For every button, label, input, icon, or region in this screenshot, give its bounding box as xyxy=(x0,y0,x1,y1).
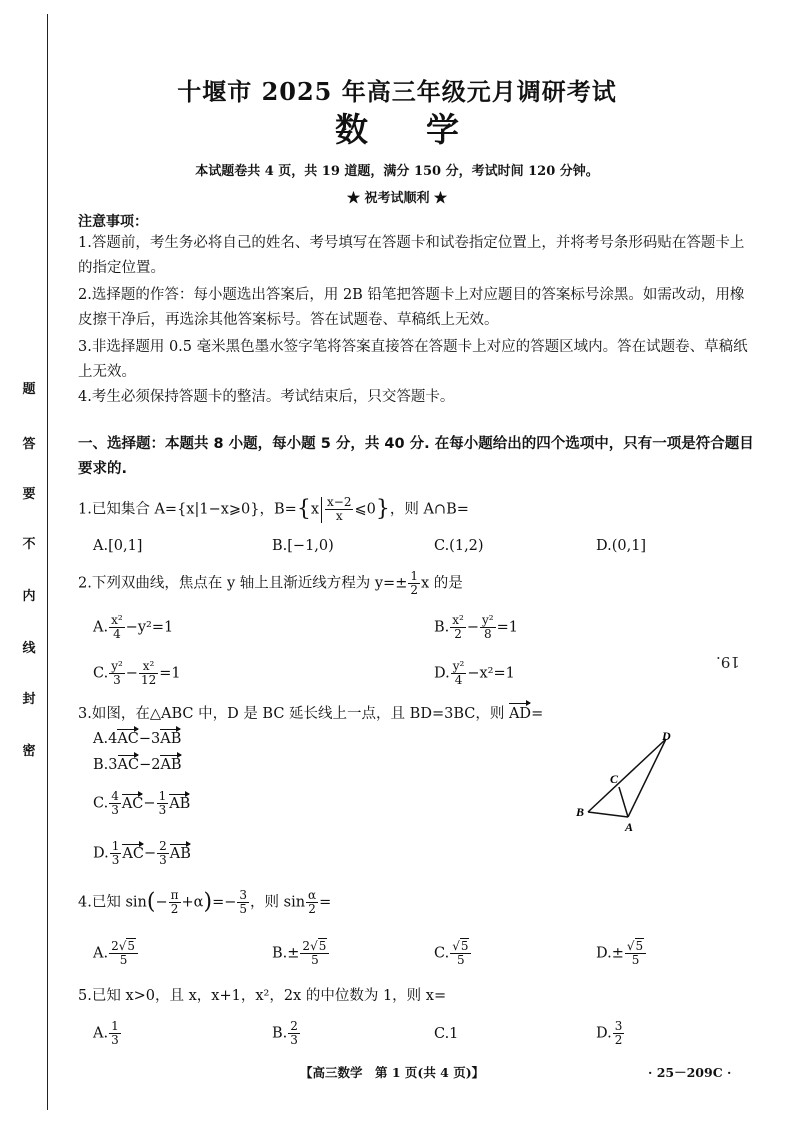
coef: 4 xyxy=(108,731,118,747)
q1-option-b: B.[−1,0) xyxy=(272,538,334,554)
vector-ad: AD xyxy=(509,703,531,725)
q4-inner: +α xyxy=(181,894,204,911)
side-char: 题 xyxy=(22,382,36,397)
show-through-mark: 19. xyxy=(716,653,740,671)
set-bar xyxy=(321,497,322,523)
option-fraction xyxy=(157,790,169,817)
frac-num: α xyxy=(308,888,317,902)
frac-den: 3 xyxy=(113,673,121,687)
coef: 2 xyxy=(302,939,311,953)
option-label: D. xyxy=(596,1025,612,1042)
q3-option-c xyxy=(93,790,190,817)
q1-set-cond: ⩽0 xyxy=(354,501,376,518)
option-label: A. xyxy=(93,1025,109,1042)
radicand: 5 xyxy=(318,939,327,953)
side-char: 要 xyxy=(22,487,36,502)
q4-option-c xyxy=(434,940,472,967)
q4-fraction xyxy=(237,889,249,916)
frac-den: 3 xyxy=(158,803,167,817)
frac-den: 5 xyxy=(239,902,248,916)
frac-den: 3 xyxy=(111,853,120,867)
option-label: D. xyxy=(93,845,109,862)
frac-num: y² xyxy=(482,613,494,627)
frac-den: 2 xyxy=(614,1033,623,1047)
paren: ( xyxy=(146,889,156,915)
label-d: D xyxy=(662,729,671,743)
paren: ) xyxy=(203,889,213,915)
q1-option-a: A.[0,1] xyxy=(93,538,143,554)
side-char: 不 xyxy=(22,537,36,552)
notice-item-2: 2.选择题的作答：每小题选出答案后，用 2B 铅笔把答题卡上对应题目的答案标号涂黑。如需改动，用橡皮擦干净后，再选涂其他答案标号。答在试题卷、草稿纸上无效。 xyxy=(78,287,745,328)
option-label: B.± xyxy=(272,945,300,962)
frac-den: 2 xyxy=(170,902,179,916)
option-fraction xyxy=(300,940,329,967)
option-fraction xyxy=(157,840,169,867)
frac-num: 1 xyxy=(111,839,120,853)
radicand: 5 xyxy=(460,939,469,953)
option-fraction xyxy=(139,660,158,687)
q2-option-d xyxy=(434,660,515,687)
frac-num: x² xyxy=(452,613,464,627)
q5-option-a xyxy=(93,1020,122,1047)
question-5-stem: 5.已知 x>0，且 x，x+1，x²，2x 的中位数为 1，则 x= xyxy=(78,988,447,1004)
q4-option-d xyxy=(596,940,647,967)
q1-option-d: D.(0,1] xyxy=(596,538,647,554)
option-mid: − xyxy=(466,619,479,636)
q2-option-b xyxy=(434,614,518,641)
option-label: A. xyxy=(93,731,109,747)
frac-den: 12 xyxy=(140,673,157,687)
option-label: C. xyxy=(93,795,109,812)
q2-option-a xyxy=(93,614,173,641)
frac-num: π xyxy=(170,888,179,902)
option-fraction xyxy=(109,1020,121,1047)
frac-den: 4 xyxy=(454,673,463,687)
q2-option-c xyxy=(93,660,181,687)
frac-den: 4 xyxy=(113,627,121,641)
option-mid: − xyxy=(143,845,157,862)
option-mid: − xyxy=(143,795,156,812)
frac-num xyxy=(300,940,329,954)
option-label: B. xyxy=(434,619,450,636)
q4-option-a xyxy=(93,940,139,967)
brace: { xyxy=(296,496,311,522)
q5-option-d xyxy=(596,1020,625,1047)
q5-option-b xyxy=(272,1020,301,1047)
frac-den: 5 xyxy=(631,953,640,967)
q4-stem-part: = xyxy=(319,894,332,911)
radicand: 5 xyxy=(127,939,136,953)
q1-stem-part: ，则 A∩B= xyxy=(389,501,469,518)
option-tail: −x²=1 xyxy=(467,665,515,682)
frac-num: y² xyxy=(452,659,465,673)
label-c: C xyxy=(610,772,619,786)
vector: AB xyxy=(160,757,182,773)
option-tail: =1 xyxy=(159,665,181,682)
good-luck-banner: ★ 祝考试顺利 ★ xyxy=(346,191,448,206)
option-fraction xyxy=(480,614,496,641)
q4-stem-part: 4.已知 sin xyxy=(78,894,147,911)
q2-stem-part: x 的是 xyxy=(420,575,463,592)
frac-den: 8 xyxy=(483,627,492,641)
frac-den: 3 xyxy=(111,1033,119,1047)
brace: } xyxy=(375,496,390,522)
q1-option-c: C.(1,2) xyxy=(434,538,484,554)
q3-stem-part: 3.如图，在△ABC 中，D 是 BC 延长线上一点，且 BD=3BC，则 xyxy=(78,706,509,722)
frac-den: 3 xyxy=(111,803,119,817)
option-fraction xyxy=(450,940,471,967)
frac-num: 3 xyxy=(614,1019,623,1033)
frac-num: 4 xyxy=(111,789,119,803)
q4-fraction xyxy=(306,889,318,916)
line-ba xyxy=(588,812,628,817)
vector: AB xyxy=(169,845,191,862)
question-3-stem xyxy=(78,703,768,725)
q3-option-a xyxy=(93,729,181,749)
notice-heading: 注意事项： xyxy=(78,214,148,230)
coef: 3 xyxy=(108,757,118,773)
option-fraction xyxy=(450,614,466,641)
side-char: 密 xyxy=(22,744,36,759)
option-label: C. xyxy=(434,945,450,962)
question-2-stem xyxy=(78,570,768,597)
paper-code: · 25－209C · xyxy=(648,1065,732,1080)
coef: 2 xyxy=(111,939,119,953)
q4-stem-part: =− xyxy=(212,894,237,911)
option-tail: −y²=1 xyxy=(125,619,174,636)
q2-fraction xyxy=(408,570,420,597)
q3-option-b xyxy=(93,755,182,775)
frac-den: 3 xyxy=(290,1033,298,1047)
label-a: A xyxy=(625,820,634,834)
frac-den: 5 xyxy=(457,953,465,967)
side-char: 封 xyxy=(22,692,36,707)
frac-num xyxy=(450,940,471,954)
option-label: D. xyxy=(434,665,450,682)
option-fraction xyxy=(625,940,646,967)
sqrt: √5 xyxy=(118,939,136,953)
q4-fraction xyxy=(169,889,181,916)
sqrt: √5 xyxy=(310,939,327,953)
frac-den: 2 xyxy=(410,583,418,597)
sqrt: √5 xyxy=(452,939,469,953)
option-fraction xyxy=(109,790,121,817)
q1-set-var: x xyxy=(310,501,319,518)
option-fraction xyxy=(110,840,122,867)
notice-item-1: 1.答题前，考生务必将自己的姓名、考号填写在答题卡和试卷指定位置上，并将考号条形码贴在答题卡上的指定位置。 xyxy=(78,235,745,276)
radicand: 5 xyxy=(635,939,644,953)
frac-num: 2 xyxy=(159,839,167,853)
vector: AC xyxy=(122,845,144,862)
q5-option-c: C.1 xyxy=(434,1026,459,1042)
line-ac xyxy=(619,787,628,817)
sqrt: √5 xyxy=(626,939,644,953)
frac-den: 2 xyxy=(308,902,316,916)
option-mid: − xyxy=(125,665,138,682)
option-tail: =1 xyxy=(496,619,518,636)
exam-info: 本试题卷共 4 页，共 19 道题，满分 150 分，考试时间 120 分钟。 xyxy=(195,164,599,179)
option-label: D.± xyxy=(596,945,624,962)
triangle-figure xyxy=(570,725,690,835)
side-char: 内 xyxy=(22,589,36,604)
frac-den: 5 xyxy=(311,953,319,967)
option-label: C. xyxy=(93,665,109,682)
q1-stem-part: 1.已知集合 A={x|1−x⩾0}，B= xyxy=(78,501,297,518)
frac-num xyxy=(625,940,646,954)
option-fraction xyxy=(613,1020,625,1047)
vector: AB xyxy=(169,795,191,812)
frac-den: 3 xyxy=(159,853,167,867)
q3-stem-part: = xyxy=(531,706,544,722)
question-4-stem xyxy=(78,889,768,916)
side-char: 线 xyxy=(22,641,36,656)
option-fraction xyxy=(288,1020,300,1047)
frac-den: x xyxy=(335,509,343,523)
frac-den: 2 xyxy=(454,627,462,641)
q2-stem-part: 2.下列双曲线，焦点在 y 轴上且渐近线方程为 y=± xyxy=(78,575,408,592)
frac-num: x² xyxy=(139,660,158,674)
option-label: B. xyxy=(272,1025,288,1042)
frac-num: x−2 xyxy=(327,495,352,509)
q3-option-d xyxy=(93,840,191,867)
frac-num: 1 xyxy=(410,569,418,583)
label-b: B xyxy=(576,805,585,819)
frac-num: 1 xyxy=(158,789,167,803)
option-fraction xyxy=(109,940,138,967)
notice-item-3: 3.非选择题用 0.5 毫米黑色墨水签字笔将答案直接答在答题卡上对应的答题区域内。答在试题卷、草稿纸上无效。 xyxy=(78,339,748,380)
option-label: A. xyxy=(93,945,109,962)
coef: −2 xyxy=(139,757,161,773)
coef: −3 xyxy=(138,731,161,747)
exam-title: 十堰市 2025 年高三年级元月调研考试 xyxy=(177,77,617,106)
line-ad xyxy=(628,739,666,817)
frac-num: 1 xyxy=(111,1019,119,1033)
question-1-stem xyxy=(78,496,768,523)
vector: AC xyxy=(117,731,139,747)
option-fraction xyxy=(109,660,125,687)
frac-num: 3 xyxy=(239,888,248,902)
option-label: A. xyxy=(93,619,109,636)
option-fraction xyxy=(451,660,467,687)
vector: AC xyxy=(117,757,140,773)
q4-stem-part: ，则 sin xyxy=(250,894,306,911)
notice-item-4: 4.考生必须保持答题卡的整洁。考试结束后，只交答题卡。 xyxy=(78,389,455,405)
line-bd xyxy=(588,739,666,812)
q4-inner: − xyxy=(155,894,168,911)
frac-num: x² xyxy=(111,613,123,627)
frac-num: y² xyxy=(111,659,123,673)
vector: AC xyxy=(121,795,144,812)
vector: AB xyxy=(160,731,182,747)
q4-option-b xyxy=(272,940,330,967)
q1-fraction xyxy=(325,496,353,523)
page-footer: 【高三数学 第 1 页(共 4 页)】 xyxy=(300,1065,485,1080)
side-char: 答 xyxy=(22,437,36,452)
option-fraction xyxy=(109,614,125,641)
option-label: B. xyxy=(93,757,109,773)
subject-title: 数学 xyxy=(335,110,517,149)
section-1-title: 一、选择题：本题共 8 小题，每小题 5 分，共 40 分. 在每小题给出的四个选项中，只有一项是符合题目要求的. xyxy=(78,436,754,477)
frac-num xyxy=(109,940,138,954)
frac-den: 5 xyxy=(119,953,128,967)
frac-num: 2 xyxy=(290,1019,298,1033)
